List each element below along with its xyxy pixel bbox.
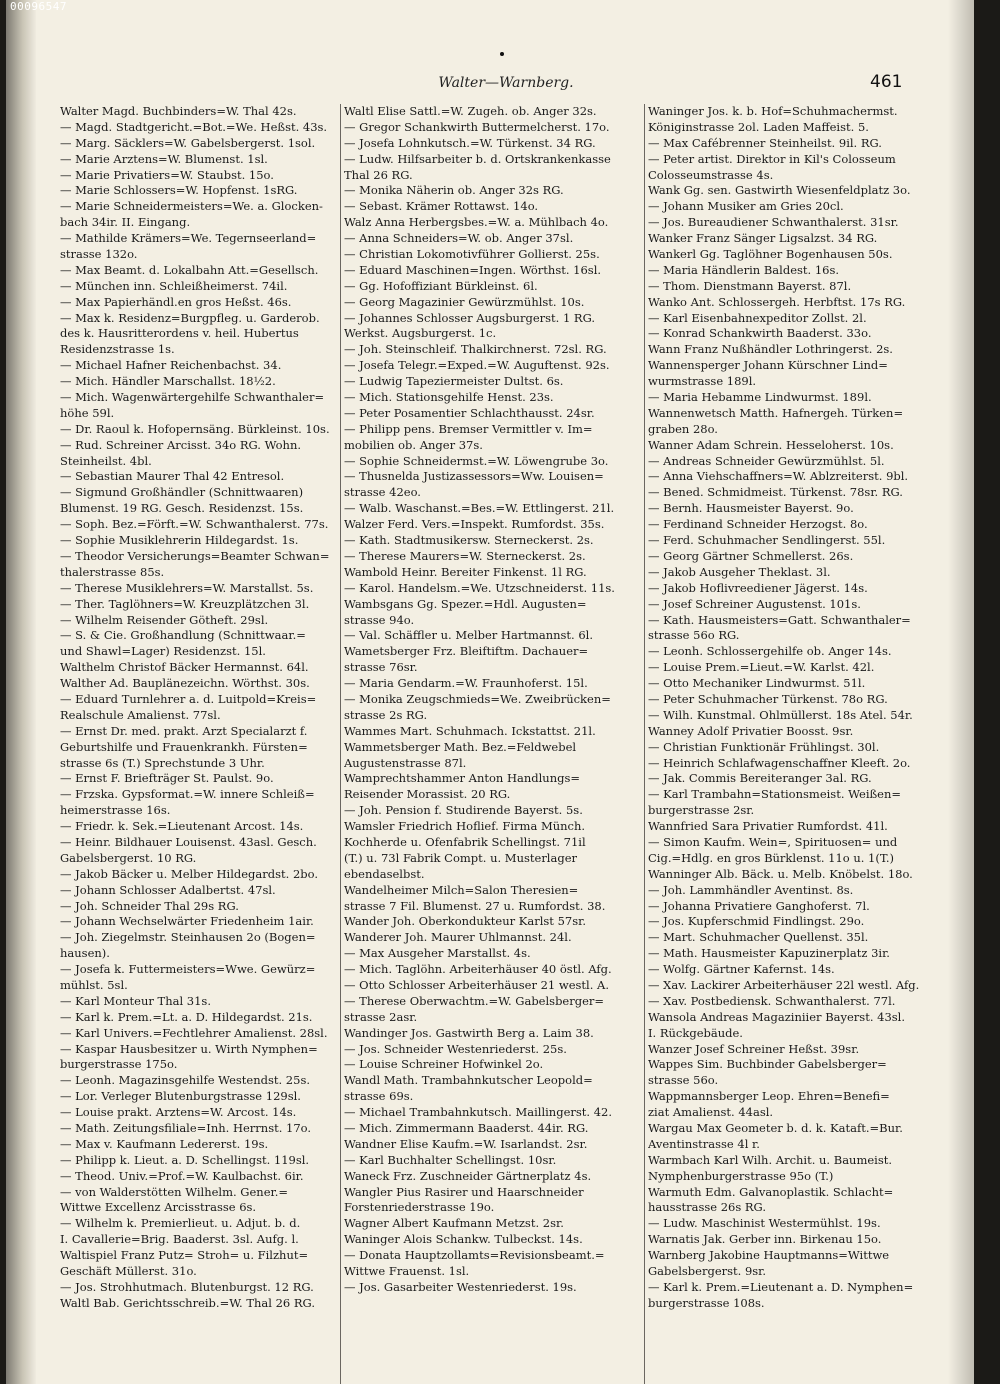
directory-entry-line: strasse 69s.	[344, 1089, 414, 1104]
directory-entry-line: — Karl Univers.=Fechtlehrer Amalienst. 28sl.	[60, 1025, 328, 1040]
directory-entry-line: wurmstrasse 189l.	[648, 374, 757, 389]
directory-entry-line: — Konrad Schankwirth Baaderst. 33o.	[648, 326, 872, 341]
directory-entry-line: — Magd. Stadtgericht.=Bot.=We. Heßst. 43s.	[60, 119, 328, 134]
directory-entry-line: Wametsberger Frz. Bleiftiftm. Dachauer=	[344, 644, 589, 659]
directory-entry-line: — Louise Prem.=Lieut.=W. Karlst. 42l.	[648, 660, 875, 675]
directory-entry-line: — Anna Schneiders=W. ob. Anger 37sl.	[344, 231, 574, 246]
directory-entry-line: — Friedr. k. Sek.=Lieutenant Arcost. 14s.	[60, 819, 304, 834]
directory-entry-line: — Monika Näherin ob. Anger 32s RG.	[344, 183, 564, 198]
directory-entry-line: — Therese Musiklehrers=W. Marstallst. 5s.	[60, 580, 314, 595]
directory-entry-line: Wappes Sim. Buchbinder Gabelsberger=	[648, 1057, 887, 1072]
directory-entry-line: Nymphenburgerstrasse 95o (T.)	[648, 1168, 834, 1183]
directory-entry-line: Waltl Elise Sattl.=W. Zugeh. ob. Anger 32s.	[344, 104, 597, 118]
directory-entry-line: — Bened. Schmidmeist. Türkenst. 78sr. RG.	[648, 485, 903, 500]
directory-entry-line: Walthelm Christof Bäcker Hermannst. 64l.	[60, 660, 309, 675]
directory-entry-line: — Karl k. Prem.=Lt. a. D. Hildegardst. 21s.	[60, 1009, 313, 1024]
directory-entry-line: Warmuth Edm. Galvanoplastik. Schlacht=	[648, 1184, 894, 1199]
directory-entry-line: — Jak. Commis Bereiteranger 3al. RG.	[648, 771, 872, 786]
directory-entry-line: — Andreas Schneider Gewürzmühlst. 5l.	[648, 453, 885, 468]
directory-entry-line: — Georg Gärtner Schmellerst. 26s.	[648, 548, 854, 563]
directory-entry-line: — Joh. Ziegelmstr. Steinhausen 2o (Bogen=	[60, 930, 316, 945]
directory-entry-line: — Marie Privatiers=W. Staubst. 15o.	[60, 167, 274, 182]
directory-entry-line: — Otto Schlosser Arbeiterhäuser 21 westl. A.	[344, 977, 610, 992]
directory-entry-line: Wanker Franz Sänger Ligsalzst. 34 RG.	[648, 231, 878, 246]
directory-entry-line: Kochherde u. Ofenfabrik Schellingst. 71il	[344, 834, 586, 849]
directory-entry-line: — Wilhelm k. Premierlieut. u. Adjut. b. d.	[60, 1216, 301, 1231]
directory-entry-line: — Christian Lokomotivführer Gollierst. 25s.	[344, 247, 600, 262]
directory-entry-line: Königinstrasse 2ol. Laden Maffeist. 5.	[648, 119, 869, 134]
directory-entry-line: — Karol. Handelsm.=We. Utzschneiderst. 11s.	[344, 580, 615, 595]
directory-entry-line: — Xav. Lackirer Arbeiterhäuser 22l westl. Afg.	[648, 977, 920, 992]
directory-entry-line: — Donata Hauptzollamts=Revisionsbeamt.=	[344, 1248, 605, 1263]
directory-entry-line: — Johann Musiker am Gries 20cl.	[648, 199, 844, 214]
column-rule	[644, 104, 645, 1384]
directory-entry-line: höhe 59l.	[60, 405, 115, 420]
directory-entry-line: Walther Ad. Bauplänezeichn. Wörthst. 30s.	[60, 676, 310, 691]
directory-entry-line: graben 28o.	[648, 421, 718, 436]
directory-entry-line: — Ernst F. Briefträger St. Paulst. 9o.	[60, 771, 274, 786]
directory-entry-line: — Michael Hafner Reichenbachst. 34.	[60, 358, 282, 373]
directory-entry-line: — Sebast. Krämer Rottawst. 14o.	[344, 199, 539, 214]
directory-entry-line: — Rud. Schreiner Arcisst. 34o RG. Wohn.	[60, 437, 302, 452]
directory-entry-line: — Math. Hausmeister Kapuzinerplatz 3ir.	[648, 946, 890, 961]
directory-entry-line: Walzer Ferd. Vers.=Inspekt. Rumfordst. 35s.	[344, 517, 605, 532]
directory-entry-line: — Eduard Turnlehrer a. d. Luitpold=Kreis=	[60, 691, 317, 706]
directory-entry-line: Wanninger Alb. Bäck. u. Melb. Knöbelst. 18o.	[648, 866, 913, 881]
directory-entry-line: — Marie Schneidermeisters=We. a. Glocken-	[60, 199, 323, 214]
directory-entry-line: Waneck Frz. Zuschneider Gärtnerplatz 4s.	[344, 1168, 592, 1183]
directory-entry-line: — Max v. Kaufmann Ledererst. 19s.	[60, 1136, 269, 1151]
directory-entry-line: — Peter Posamentier Schlachthausst. 24sr.	[344, 405, 595, 420]
directory-entry-line: — Mich. Händler Marschallst. 18½2.	[60, 374, 276, 389]
directory-entry-line: — Soph. Bez.=Förft.=W. Schwanthalerst. 77s.	[60, 517, 329, 532]
directory-entry-line: bach 34ir. II. Eingang.	[60, 215, 191, 230]
directory-entry-line: — Val. Schäffler u. Melber Hartmannst. 6l.	[344, 628, 593, 643]
directory-entry-line: — Sigmund Großhändler (Schnittwaaren)	[60, 485, 304, 500]
directory-entry-line: — Jos. Strohhutmach. Blutenburgst. 12 RG.	[60, 1279, 314, 1294]
directory-entry-line: Reisender Morassist. 20 RG.	[344, 787, 511, 802]
directory-entry-line: — Thusnelda Justizassessors=Ww. Louisen=	[344, 469, 604, 484]
directory-entry-line: — Johannes Schlosser Augsburgerst. 1 RG.	[344, 310, 596, 325]
directory-entry-line: — Marie Schlossers=W. Hopfenst. 1sRG.	[60, 183, 298, 198]
directory-entry-line: Wanner Adam Schrein. Hesseloherst. 10s.	[648, 437, 894, 452]
directory-entry-line: hausen).	[60, 946, 110, 961]
directory-entry-line: Wambold Heinr. Bereiter Finkenst. 1l RG.	[344, 564, 587, 579]
directory-entry-line: — Michael Trambahnkutsch. Maillingerst. 42.	[344, 1105, 613, 1120]
directory-entry-line: Wagner Albert Kaufmann Metzst. 2sr.	[344, 1216, 564, 1231]
directory-entry-line: Wannensperger Johann Kürschner Lind=	[648, 358, 888, 373]
directory-entry-line: — Frzska. Gypsformat.=W. innere Schleiß=	[60, 787, 315, 802]
directory-entry-line: — Jos. Kupferschmid Findlingst. 29o.	[648, 914, 865, 929]
directory-entry-line: — Monika Zeugschmieds=We. Zweibrücken=	[344, 691, 611, 706]
directory-entry-line: — Theod. Univ.=Prof.=W. Kaulbachst. 6ir.	[60, 1168, 304, 1183]
directory-entry-line: — Therese Oberwachtm.=W. Gabelsberger=	[344, 993, 605, 1008]
directory-entry-line: — Joh. Steinschleif. Thalkirchnerst. 72sl. RG.	[344, 342, 607, 357]
directory-entry-line: strasse 94o.	[344, 612, 415, 627]
directory-entry-line: Wittwe Excellenz Arcisstrasse 6s.	[60, 1200, 257, 1215]
directory-entry-line: Wanzer Josef Schreiner Heßst. 39sr.	[648, 1041, 860, 1056]
directory-entry-line: strasse 76sr.	[344, 660, 418, 675]
directory-entry-line: — Wilh. Kunstmal. Ohlmüllerst. 18s Atel. 54r.	[648, 707, 913, 722]
directory-entry-line: Wittwe Frauenst. 1sl.	[344, 1264, 470, 1279]
directory-entry-line: — Max k. Residenz=Burgpfleg. u. Garderob.	[60, 310, 320, 325]
directory-entry-line: — Jakob Hoflivreediener Jägerst. 14s.	[648, 580, 868, 595]
page-number: 461	[870, 72, 903, 92]
directory-entry-line: — Max Ausgeher Marstallst. 4s.	[344, 946, 531, 961]
directory-entry-line: — Maria Hebamme Lindwurmst. 189l.	[648, 390, 872, 405]
directory-entry-line: — Jos. Gasarbeiter Westenriederst. 19s.	[344, 1279, 577, 1294]
directory-entry-line: — Kath. Hausmeisters=Gatt. Schwanthaler=	[648, 612, 911, 627]
directory-entry-line: — Anna Viehschaffners=W. Ablzreiterst. 9bl.	[648, 469, 909, 484]
directory-entry-line: Wandelheimer Milch=Salon Theresien=	[344, 882, 579, 897]
directory-entry-line: Warnatis Jak. Gerber inn. Birkenau 15o.	[648, 1232, 882, 1247]
binding-gutter	[6, 0, 36, 1384]
directory-entry-line: thalerstrasse 85s.	[60, 564, 165, 579]
directory-entry-line: — Jos. Bureaudiener Schwanthalerst. 31sr.	[648, 215, 899, 230]
directory-entry-line: — Wolfg. Gärtner Kafernst. 14s.	[648, 962, 835, 977]
directory-entry-line: ziat Amalienst. 44asl.	[648, 1105, 774, 1120]
directory-entry-line: Wappmannsberger Leop. Ehren=Benefi=	[648, 1089, 890, 1104]
directory-entry-line: — Eduard Maschinen=Ingen. Wörthst. 16sl.	[344, 262, 602, 277]
directory-entry-line: — Leonh. Schlossergehilfe ob. Anger 14s.	[648, 644, 892, 659]
directory-entry-line: — Therese Maurers=W. Sterneckerst. 2s.	[344, 548, 586, 563]
directory-entry-line: — Mich. Taglöhn. Arbeiterhäuser 40 östl. Afg.	[344, 962, 612, 977]
directory-entry-line: — Joh. Lammhändler Aventinst. 8s.	[648, 882, 854, 897]
directory-entry-line: Thal 26 RG.	[344, 167, 413, 182]
directory-entry-line: — Karl Buchhalter Schellingst. 10sr.	[344, 1152, 557, 1167]
directory-entry-line: Waninger Jos. k. b. Hof=Schuhmachermst.	[648, 104, 898, 118]
directory-entry-line: Wannfried Sara Privatier Rumfordst. 41l.	[648, 819, 888, 834]
directory-entry-line: — Gregor Schankwirth Buttermelcherst. 17o.	[344, 119, 610, 134]
directory-entry-line: — Math. Zeitungsfiliale=Inh. Herrnst. 17o.	[60, 1121, 312, 1135]
directory-entry-line: — Otto Mechaniker Lindwurmst. 51l.	[648, 676, 866, 691]
directory-entry-line: — Wilhelm Reisender Götheft. 29sl.	[60, 612, 269, 627]
directory-entry-line: burgerstrasse 108s.	[648, 1295, 765, 1310]
directory-entry-line: — Max Cafébrenner Steinheilst. 9il. RG.	[648, 135, 882, 150]
directory-entry-line: — Simon Kaufm. Wein=, Spirituosen= und	[648, 834, 898, 849]
directory-entry-line: — Mich. Zimmermann Baaderst. 44ir. RG.	[344, 1121, 589, 1135]
directory-entry-line: burgerstrasse 175o.	[60, 1057, 178, 1072]
directory-entry-line: — Karl Eisenbahnexpeditor Zollst. 2l.	[648, 310, 867, 325]
directory-entry-line: — Mich. Stationsgehilfe Henst. 23s.	[344, 390, 554, 405]
directory-entry-line: Wambsgans Gg. Spezer.=Hdl. Augusten=	[344, 596, 587, 611]
directory-entry-line: — Karl Trambahn=Stationsmeist. Weißen=	[648, 787, 902, 802]
directory-entry-line: Wander Joh. Oberkondukteur Karlst 57sr.	[344, 914, 586, 929]
directory-entry-line: Wannenwetsch Matth. Hafnergeh. Türken=	[648, 405, 904, 420]
directory-entry-line: Warnberg Jakobine Hauptmanns=Wittwe	[648, 1248, 890, 1263]
directory-entry-line: — Georg Magazinier Gewürzmühlst. 10s.	[344, 294, 585, 309]
directory-entry-line: Waninger Alois Schankw. Tulbeckst. 14s.	[344, 1232, 583, 1247]
directory-entry-line: — Johann Wechselwärter Friedenheim 1air.	[60, 914, 314, 929]
directory-entry-line: heimerstrasse 16s.	[60, 803, 171, 818]
directory-entry-line: — Thom. Dienstmann Bayerst. 87l.	[648, 278, 852, 293]
directory-entry-line: — Peter artist. Direktor in Kil's Colosseum	[648, 151, 896, 166]
directory-entry-line: — München inn. Schleißheimerst. 74il.	[60, 278, 288, 293]
directory-entry-line: Geschäft Müllerst. 31o.	[60, 1264, 197, 1279]
directory-entry-line: hausstrasse 26s RG.	[648, 1200, 766, 1215]
directory-entry-line: — Walb. Waschanst.=Bes.=W. Ettlingerst. 21l.	[344, 501, 615, 516]
directory-entry-line: burgerstrasse 2sr.	[648, 803, 755, 818]
directory-entry-line: strasse 2asr.	[344, 1009, 418, 1024]
directory-entry-line: und Shawl=Lager) Residenzst. 15l.	[60, 644, 266, 659]
column-middle	[344, 104, 626, 1296]
directory-entry-line: Walz Anna Herbergsbes.=W. a. Mühlbach 4o.	[344, 215, 609, 230]
directory-entry-line: — Karl k. Prem.=Lieutenant a. D. Nymphen=	[648, 1279, 914, 1294]
column-left	[60, 104, 342, 1312]
directory-entry-line: — Christian Funktionär Frühlingst. 30l.	[648, 739, 880, 754]
directory-entry-line: — Bernh. Hausmeister Bayerst. 9o.	[648, 501, 854, 516]
directory-entry-line: — Sophie Musiklehrerin Hildegardst. 1s.	[60, 533, 299, 548]
directory-entry-line: Gabelsbergerst. 10 RG.	[60, 850, 197, 865]
page-edge-shadow	[948, 0, 974, 1384]
directory-entry-line: — Theodor Versicherungs=Beamter Schwan=	[60, 548, 330, 563]
scan-id: 00096547	[10, 0, 67, 13]
directory-entry-line: — Dr. Raoul k. Hofopernsäng. Bürkleinst. 10s.	[60, 421, 330, 436]
directory-entry-line: Realschule Amalienst. 77sl.	[60, 707, 221, 722]
directory-entry-line: Wann Franz Nußhändler Lothringerst. 2s.	[648, 342, 893, 357]
directory-entry-line: — Jakob Ausgeher Theklast. 3l.	[648, 564, 831, 579]
directory-entry-line: strasse 2s RG.	[344, 707, 428, 722]
directory-entry-line: Cig.=Hdlg. en gros Bürklenst. 11o u. 1(T.)	[648, 850, 894, 865]
running-head: Walter—Warnberg.	[438, 75, 574, 91]
directory-page	[6, 0, 974, 1384]
directory-entry-line: — Ferd. Schuhmacher Sendlingerst. 55l.	[648, 533, 886, 548]
directory-entry-line: — Lor. Verleger Blutenburgstrasse 129sl.	[60, 1089, 301, 1104]
directory-entry-line: — Heinr. Bildhauer Louisenst. 43asl. Gesch.	[60, 834, 317, 849]
ink-dot	[500, 52, 504, 56]
directory-entry-line: Wanney Adolf Privatier Boosst. 9sr.	[648, 723, 854, 738]
directory-entry-line: — S. & Cie. Großhandlung (Schnittwaar.=	[60, 628, 306, 643]
directory-entry-line: — Ther. Taglöhners=W. Kreuzplätzchen 3l.	[60, 596, 310, 611]
directory-entry-line: Colosseumstrasse 4s.	[648, 167, 774, 182]
directory-entry-line: — Josefa k. Futtermeisters=Wwe. Gewürz=	[60, 962, 316, 977]
directory-entry-line: Blumenst. 19 RG. Gesch. Residenzst. 15s.	[60, 501, 304, 516]
directory-entry-line: — Marg. Säcklers=W. Gabelsbergerst. 1sol.	[60, 135, 316, 150]
directory-entry-line: des k. Hausritterordens v. heil. Hubertus	[60, 326, 299, 341]
directory-entry-line: strasse 42eo.	[344, 485, 421, 500]
directory-entry-line: Wank Gg. sen. Gastwirth Wiesenfeldplatz 3o.	[648, 183, 911, 198]
directory-entry-line: — Josefa Lohnkutsch.=W. Türkenst. 34 RG.	[344, 135, 596, 150]
directory-entry-line: Waltispiel Franz Putz= Stroh= u. Filzhut=	[60, 1248, 309, 1263]
directory-entry-line: — Max Beamt. d. Lokalbahn Att.=Gesellsch.	[60, 262, 319, 277]
directory-entry-line: Wamprechtshammer Anton Handlungs=	[344, 771, 581, 786]
directory-entry-line: strasse 7 Fil. Blumenst. 27 u. Rumfordst. 38.	[344, 898, 606, 913]
directory-entry-line: — Ludw. Maschinist Westermühlst. 19s.	[648, 1216, 881, 1231]
directory-entry-line: Waltl Bab. Gerichtsschreib.=W. Thal 26 RG.	[60, 1295, 315, 1310]
directory-entry-line: I. Rückgebäude.	[648, 1025, 743, 1040]
directory-entry-line: Wangler Pius Rasirer und Haarschneider	[344, 1184, 584, 1199]
directory-entry-line: Wandl Math. Trambahnkutscher Leopold=	[344, 1073, 593, 1088]
directory-entry-line: — Louise prakt. Arztens=W. Arcost. 14s.	[60, 1105, 297, 1120]
directory-entry-line: mobilien ob. Anger 37s.	[344, 437, 483, 452]
directory-entry-line: — Joh. Pension f. Studirende Bayerst. 5s.	[344, 803, 583, 818]
directory-entry-line: — Ferdinand Schneider Herzogst. 8o.	[648, 517, 868, 532]
directory-entry-line: Wanko Ant. Schlossergeh. Herbftst. 17s RG.	[648, 294, 906, 309]
directory-entry-line: — Josefa Telegr.=Exped.=W. Auguftenst. 92s.	[344, 358, 610, 373]
directory-entry-line: Geburtshilfe und Frauenkrankh. Fürsten=	[60, 739, 308, 754]
directory-entry-line: — von Walderstötten Wilhelm. Gener.=	[60, 1184, 289, 1199]
directory-entry-line: — Peter Schuhmacher Türkenst. 78o RG.	[648, 691, 888, 706]
directory-entry-line: — Sebastian Maurer Thal 42 Entresol.	[60, 469, 285, 484]
directory-entry-line: strasse 56o.	[648, 1073, 719, 1088]
directory-entry-line: strasse 132o.	[60, 247, 138, 262]
directory-entry-line: — Johann Schlosser Adalbertst. 47sl.	[60, 882, 276, 897]
directory-entry-line: — Sophie Schneidermst.=W. Löwengrube 3o.	[344, 453, 609, 468]
directory-entry-line: — Joh. Schneider Thal 29s RG.	[60, 898, 239, 913]
directory-entry-line: — Ludw. Hilfsarbeiter b. d. Ortskrankenkasse	[344, 151, 611, 166]
directory-entry-line: Wammetsberger Math. Bez.=Feldwebel	[344, 739, 577, 754]
directory-entry-line: — Maria Gendarm.=W. Fraunhoferst. 15l.	[344, 676, 588, 691]
directory-entry-line: Forstenriederstrasse 19o.	[344, 1200, 495, 1215]
directory-entry-line: Wankerl Gg. Taglöhner Bogenhausen 50s.	[648, 247, 893, 262]
directory-entry-line: (T.) u. 73l Fabrik Compt. u. Musterlager	[344, 850, 578, 865]
directory-entry-line: — Mathilde Krämers=We. Tegernseerland=	[60, 231, 317, 246]
directory-entry-line: — Leonh. Magazinsgehilfe Westendst. 25s.	[60, 1073, 310, 1088]
directory-entry-line: — Marie Arztens=W. Blumenst. 1sl.	[60, 151, 268, 166]
directory-entry-line: — Mich. Wagenwärtergehilfe Schwanthaler=	[60, 390, 325, 405]
directory-entry-line: Residenzstrasse 1s.	[60, 342, 175, 357]
directory-entry-line: Wandner Elise Kaufm.=W. Isarlandst. 2sr.	[344, 1136, 588, 1151]
directory-entry-line: — Ernst Dr. med. prakt. Arzt Specialarzt f.	[60, 723, 308, 738]
directory-entry-line: Wansola Andreas Magaziniier Bayerst. 43sl.	[648, 1009, 906, 1024]
directory-entry-line: — Xav. Postbediensk. Schwanthalerst. 77l.	[648, 993, 896, 1008]
directory-entry-line: Warmbach Karl Wilh. Archit. u. Baumeist.	[648, 1152, 893, 1167]
directory-entry-line: Steinheilst. 4bl.	[60, 453, 152, 468]
directory-entry-line: — Gg. Hofoffiziant Bürkleinst. 6l.	[344, 278, 538, 293]
directory-entry-line: Augustenstrasse 87l.	[344, 755, 467, 770]
directory-entry-line: strasse 6s (T.) Sprechstunde 3 Uhr.	[60, 755, 265, 770]
directory-entry-line: strasse 56o RG.	[648, 628, 740, 643]
directory-entry-line: Gabelsbergerst. 9sr.	[648, 1264, 767, 1279]
directory-entry-line: mühlst. 5sl.	[60, 977, 128, 992]
directory-entry-line: — Mart. Schuhmacher Quellenst. 35l.	[648, 930, 869, 945]
directory-entry-line: — Louise Schreiner Hofwinkel 2o.	[344, 1057, 544, 1072]
directory-entry-line: ebendaselbst.	[344, 866, 425, 881]
directory-entry-line: — Jos. Schneider Westenriederst. 25s.	[344, 1041, 567, 1056]
directory-entry-line: — Philipp pens. Bremser Vermittler v. Im=	[344, 421, 593, 436]
directory-entry-line: — Heinrich Schlafwagenschaffner Kleeft. 2o.	[648, 755, 911, 770]
directory-entry-line: I. Cavallerie=Brig. Baaderst. 3sl. Aufg. l.	[60, 1232, 299, 1247]
directory-entry-line: Wandinger Jos. Gastwirth Berg a. Laim 38.	[344, 1025, 594, 1040]
directory-entry-line: — Johanna Privatiere Ganghoferst. 7l.	[648, 898, 870, 913]
directory-entry-line: — Jakob Bäcker u. Melber Hildegardst. 2bo.	[60, 866, 319, 881]
directory-entry-line: — Philipp k. Lieut. a. D. Schellingst. 119sl.	[60, 1152, 310, 1167]
directory-entry-line: Wargau Max Geometer b. d. k. Kataft.=Bur.	[648, 1121, 903, 1135]
directory-entry-line: — Ludwig Tapeziermeister Dultst. 6s.	[344, 374, 564, 389]
directory-entry-line: — Karl Monteur Thal 31s.	[60, 993, 211, 1008]
directory-entry-line: — Kaspar Hausbesitzer u. Wirth Nymphen=	[60, 1041, 318, 1056]
directory-entry-line: — Kath. Stadtmusikersw. Sterneckerst. 2s.	[344, 533, 594, 548]
directory-entry-line: Wanderer Joh. Maurer Uhlmannst. 24l.	[344, 930, 572, 945]
directory-entry-line: — Max Papierhändl.en gros Heßst. 46s.	[60, 294, 292, 309]
directory-entry-line: Werkst. Augsburgerst. 1c.	[344, 326, 497, 341]
directory-entry-line: Wammes Mart. Schuhmach. Ickstattst. 21l.	[344, 723, 596, 738]
column-right	[648, 104, 938, 1312]
directory-entry-line: — Josef Schreiner Augustenst. 101s.	[648, 596, 861, 611]
directory-entry-line: Aventinstrasse 4l r.	[648, 1136, 760, 1151]
directory-entry-line: — Maria Händlerin Baldest. 16s.	[648, 262, 840, 277]
directory-entry-line: Wamsler Friedrich Hoflief. Firma Münch.	[344, 819, 586, 834]
directory-entry-line: Walter Magd. Buchbinders=W. Thal 42s.	[60, 104, 297, 118]
